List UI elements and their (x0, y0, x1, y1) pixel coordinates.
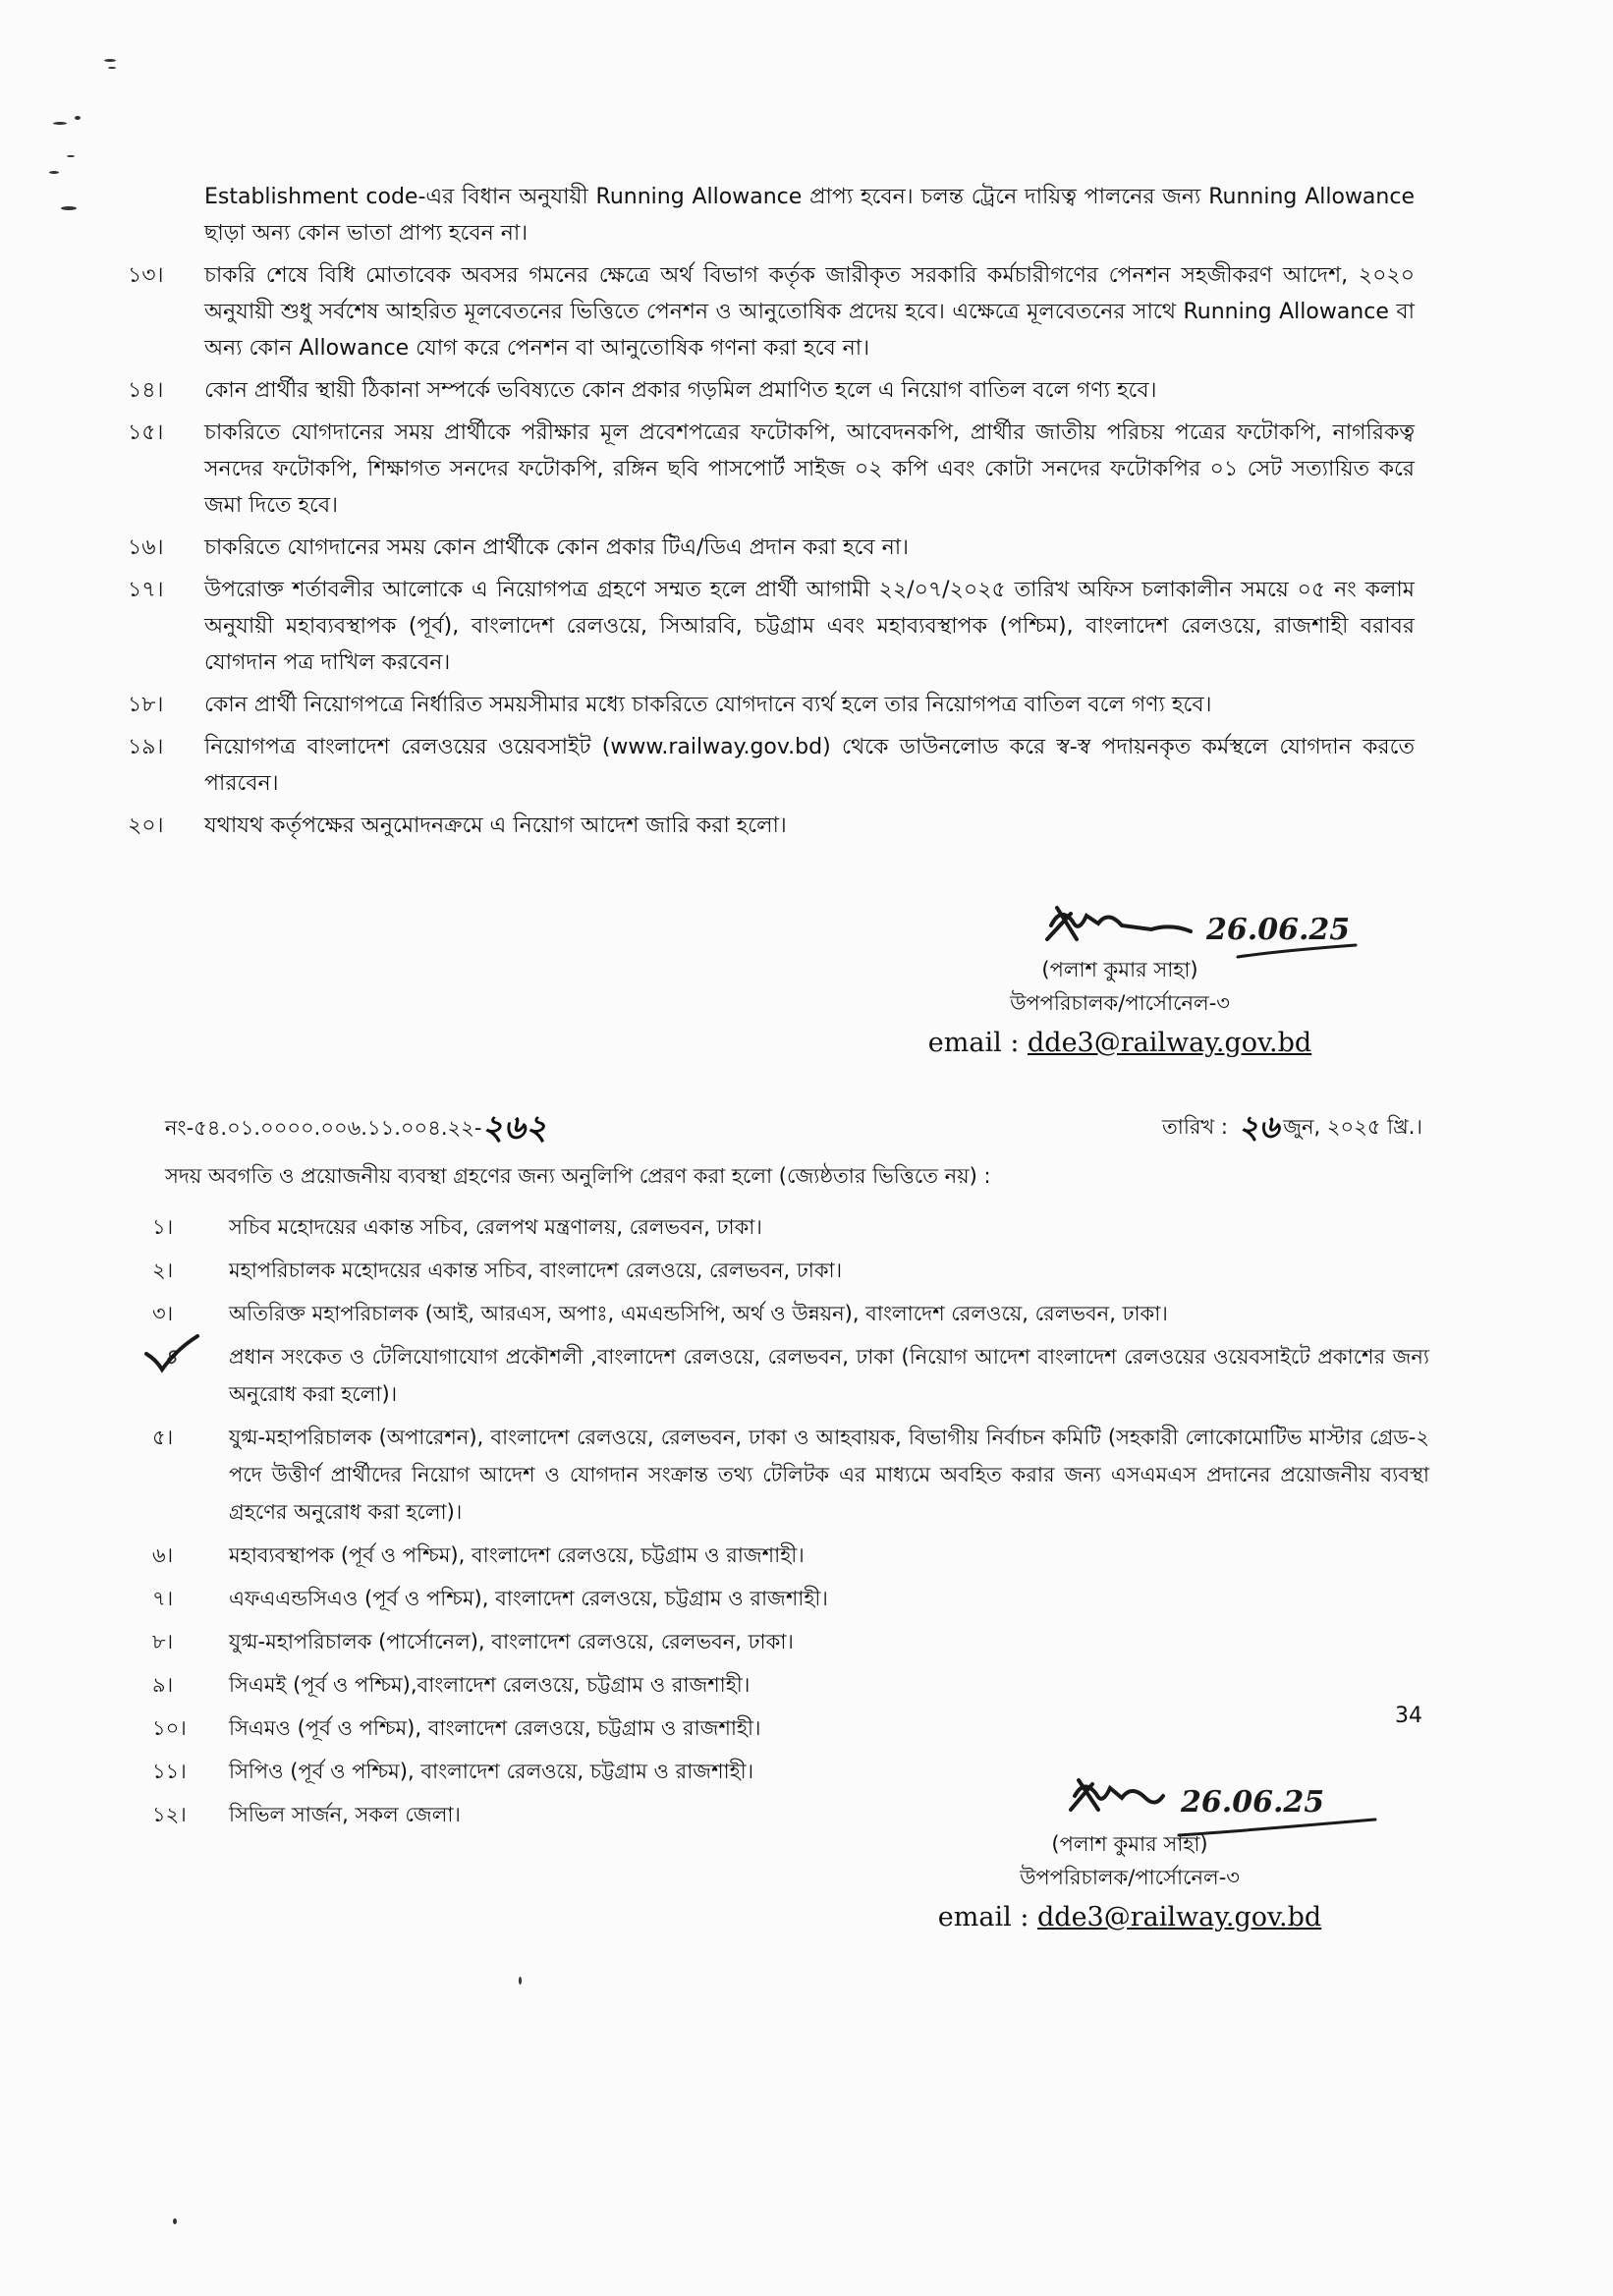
clause-text: উপরোক্ত শর্তাবলীর আলোকে এ নিয়োগপত্র গ্রহণে সম্মত হলে প্রার্থী আগামী ২২/০৭/২০২৫ তারিখ অফিস চলাকালীন সময়ে ০৫ নং কলাম অনুযায়ী মহাব্যবস্থাপক (পূর্ব), বাংলাদেশ রেলওয়ে, সিআরবি, চট্টগ্রাম এবং মহাব্যবস্থাপক (পশ্চিম), বাংলাদেশ রেলওয়ে, রাজশাহী বরাবর যোগদান পত্র দাখিল করবেন। (204, 578, 1415, 675)
memo-number (165, 1102, 547, 1158)
copy-item-1 (152, 1208, 1429, 1246)
clause-13 (128, 257, 1415, 366)
email-label: email : (927, 1028, 1028, 1058)
copy-number (152, 1338, 229, 1375)
copy-recipient: সিএমও (পূর্ব ও পশ্চিম), বাংলাদেশ রেলওয়ে, চট্টগ্রাম ও রাজশাহী। (229, 1716, 761, 1740)
copy-number: ৯। (152, 1673, 174, 1697)
clause-18 (128, 687, 1415, 723)
copy-recipient: যুগ্ম-মহাপরিচালক (পার্সোনেল), বাংলাদেশ রেলওয়ে, রেলভবন, ঢাকা। (229, 1630, 794, 1653)
memo-reference-row (165, 1092, 1422, 1148)
copy-number: ৮। (152, 1630, 174, 1653)
copy-number: ৬। (152, 1543, 174, 1567)
scan-speck (173, 2218, 177, 2224)
clause-number: ১৯। (128, 735, 164, 759)
clause-text: চাকরি শেষে বিধি মোতাবেক অবসর গমনের ক্ষেত্রে অর্থ বিভাগ কর্তৃক জারীকৃত সরকারি কর্মচারীগণের পেনশন সহজীকরণ আদেশ, ২০২০ অনুযায়ী শুধু সর্বশেষ আহরিত মূলবেতনের ভিত্তিতে পেনশন ও আনুতোষিক প্রদেয় হবে। এক্ষেত্রে মূলবেতনের সাথে Running Allowance বা অন্য কোন Allowance যোগ করে পেনশন বা আনুতোষিক গণনা করা হবে না। (204, 263, 1415, 361)
clause-text: যথাযথ কর্তৃপক্ষের অনুমোদনক্রমে এ নিয়োগ আদেশ জারি করা হলো। (204, 813, 787, 838)
signatory-name: (পলাশ কুমার সাহা) (1041, 958, 1198, 981)
email-label: email : (937, 1902, 1037, 1932)
clause-text: Establishment code-এর বিধান অনুযায়ী Running Allowance প্রাপ্য হবেন। চলন্ত ট্রেনে দায়িত্ব পালনের জন্য Running Allowance ছাড়া অন্য কোন ভাতা প্রাপ্য হবেন না। (204, 185, 1415, 246)
scan-speck (519, 1977, 522, 1985)
clause-number: ১৩। (128, 263, 164, 288)
email-address[interactable]: dde3@railway.gov.bd (1028, 1028, 1312, 1058)
copy-recipient: সিপিও (পূর্ব ও পশ্চিম), বাংলাদেশ রেলওয়ে, চট্টগ্রাম ও রাজশাহী। (229, 1760, 754, 1783)
scan-specks (39, 49, 128, 226)
copy-item-3 (152, 1295, 1429, 1332)
copy-item-7 (152, 1580, 1429, 1617)
signatory-email (864, 1024, 1375, 1063)
copy-recipient: যুগ্ম-মহাপরিচালক (অপারেশন), বাংলাদেশ রেলওয়ে, রেলভবন, ঢাকা ও আহবায়ক, বিভাগীয় নির্বাচন কমিটি (সহকারী লোকোমোটিভ মাস্টার গ্রেড-২ পদে উত্তীর্ণ প্রার্থীদের নিয়োগ আদেশ ও যোগদান সংক্রান্ত তথ্য টেলিটক এর মাধ্যমে অবহিত করার জন্য এসএমএস প্রদানের প্রয়োজনীয় ব্যবস্থা গ্রহণের অনুরোধ করা হলো)। (229, 1426, 1429, 1524)
handwritten-signature (1061, 1772, 1415, 1843)
copy-item-4 (152, 1338, 1429, 1413)
copy-item-5 (152, 1419, 1429, 1531)
copy-item-2 (152, 1252, 1429, 1289)
handwritten-date: 26.06.25 (1206, 913, 1351, 947)
copy-item-9 (152, 1666, 1429, 1704)
clause-number: ২০। (128, 813, 164, 838)
copy-recipient: মহাপরিচালক মহোদয়ের একান্ত সচিব, বাংলাদেশ রেলওয়ে, রেলভবন, ঢাকা। (229, 1259, 843, 1282)
copy-recipient: মহাব্যবস্থাপক (পূর্ব ও পশ্চিম), বাংলাদেশ রেলওয়ে, চট্টগ্রাম ও রাজশাহী। (229, 1543, 805, 1567)
clause-text: চাকরিতে যোগদানের সময় কোন প্রার্থীকে কোন প্রকার টিএ/ডিএ প্রদান করা হবে না। (204, 535, 909, 560)
date-label: তারিখ : (1161, 1115, 1235, 1139)
handwritten-date: 26.06.25 (1181, 1785, 1325, 1820)
copy-item-8 (152, 1623, 1429, 1660)
signatory-email (874, 1898, 1385, 1937)
signature-block-2 (874, 1778, 1385, 1937)
copy-item-6 (152, 1537, 1429, 1574)
date-rest: জুন, ২০২৫ খ্রি.। (1283, 1115, 1422, 1139)
copy-number: ১। (152, 1215, 174, 1239)
copy-number: ১২। (152, 1803, 187, 1826)
clause-number: ১৪। (128, 378, 164, 403)
signatory-designation: উপপরিচালক/পার্সোনেল-৩ (1010, 991, 1230, 1015)
clause-text: চাকরিতে যোগদানের সময় প্রার্থীকে পরীক্ষার মূল প্রবেশপত্রের ফটোকপি, আবেদনকপি, প্রার্থীর জাতীয় পরিচয় পত্রের ফটোকপি, নাগরিকত্ব সনদের ফটোকপি, শিক্ষাগত সনদের ফটোকপি, রঙ্গিন ছবি পাসপোর্ট সাইজ ০২ কপি এবং কোটা সনদের ফটোকপির ০১ সেট সত্যায়িত করে জমা দিতে হবে। (204, 420, 1415, 518)
copy-recipient: সিএমই (পূর্ব ও পশ্চিম),বাংলাদেশ রেলওয়ে, চট্টগ্রাম ও রাজশাহী। (229, 1673, 751, 1697)
clause-20 (128, 808, 1415, 844)
memo-date (1162, 1102, 1422, 1155)
signatory-name: (পলাশ কুমার সাহা) (1051, 1832, 1208, 1856)
date-day-handwritten: ২৬ (1238, 1108, 1280, 1146)
clause-15 (128, 415, 1415, 524)
copy-recipient: সিভিল সার্জন, সকল জেলা। (229, 1803, 461, 1826)
page-number: 34 (1395, 1704, 1422, 1728)
copy-number: ১০। (152, 1716, 187, 1740)
conditions-list (128, 179, 1415, 850)
handwritten-signature (1031, 896, 1385, 965)
memo-number-printed: নং-৫৪.০১.০০০০.০০৬.১১.০০৪.২২- (165, 1116, 482, 1140)
copy-number-text: ৪ (164, 1345, 178, 1369)
copy-number: ১১। (152, 1760, 187, 1783)
copy-recipient: প্রধান সংকেত ও টেলিযোগাযোগ প্রকৌশলী ,বাংলাদেশ রেলওয়ে, রেলভবন, ঢাকা (নিয়োগ আদেশ বাংলাদেশ রেলওয়ের ওয়েবসাইটে প্রকাশের জন্য অনুরোধ করা হলো)। (229, 1345, 1429, 1406)
copy-number: ৭। (152, 1587, 174, 1610)
clause-text: নিয়োগপত্র বাংলাদেশ রেলওয়ের ওয়েবসাইট (www.railway.gov.bd) থেকে ডাউনলোড করে স্ব-স্ব পদায়নকৃত কর্মস্থলে যোগদান করতে পারবেন। (204, 735, 1415, 796)
copy-item-10 (152, 1709, 1429, 1747)
copy-recipient: এফএএন্ডসিএও (পূর্ব ও পশ্চিম), বাংলাদেশ রেলওয়ে, চট্টগ্রাম ও রাজশাহী। (229, 1587, 828, 1610)
signatory-designation: উপপরিচালক/পার্সোনেল-৩ (1020, 1866, 1240, 1889)
clause-text: কোন প্রার্থীর স্থায়ী ঠিকানা সম্পর্কে ভবিষ্যতে কোন প্রকার গড়মিল প্রমাণিত হলে এ নিয়োগ বাতিল বলে গণ্য হবে। (204, 378, 1157, 403)
clause-14 (128, 372, 1415, 409)
signature-block-1 (864, 904, 1375, 1063)
clause-number: ১৫। (128, 420, 164, 445)
clause-number: ১৬। (128, 535, 164, 560)
clause-19 (128, 729, 1415, 802)
copy-number: ৩। (152, 1302, 174, 1325)
copy-number: ২। (152, 1259, 174, 1282)
email-address[interactable]: dde3@railway.gov.bd (1037, 1902, 1322, 1932)
clause-17 (128, 572, 1415, 681)
memo-number-handwritten: ২৬২ (481, 1108, 547, 1148)
clause-12-continuation (128, 179, 1415, 252)
copy-distribution-list (152, 1208, 1429, 1839)
clause-number: ১৭। (128, 578, 164, 602)
copy-distribution-intro: সদয় অবগতি ও প্রয়োজনীয় ব্যবস্থা গ্রহণের জন্য অনুলিপি প্রেরণ করা হলো (জ্যেষ্ঠতার ভিত্তিতে নয়) : (165, 1164, 991, 1188)
copy-number: ৫। (152, 1426, 174, 1449)
copy-recipient: অতিরিক্ত মহাপরিচালক (আই, আরএস, অপাঃ, এমএন্ডসিপি, অর্থ ও উন্নয়ন), বাংলাদেশ রেলওয়ে, রেলভবন, ঢাকা। (229, 1302, 1168, 1325)
clause-16 (128, 530, 1415, 566)
clause-text: কোন প্রার্থী নিয়োগপত্রে নির্ধারিত সময়সীমার মধ্যে চাকরিতে যোগদানে ব্যর্থ হলে তার নিয়োগপত্র বাতিল বলে গণ্য হবে। (204, 693, 1212, 717)
clause-number: ১৮। (128, 693, 164, 717)
copy-recipient: সচিব মহোদয়ের একান্ত সচিব, রেলপথ মন্ত্রণালয়, রেলভবন, ঢাকা। (229, 1215, 762, 1239)
